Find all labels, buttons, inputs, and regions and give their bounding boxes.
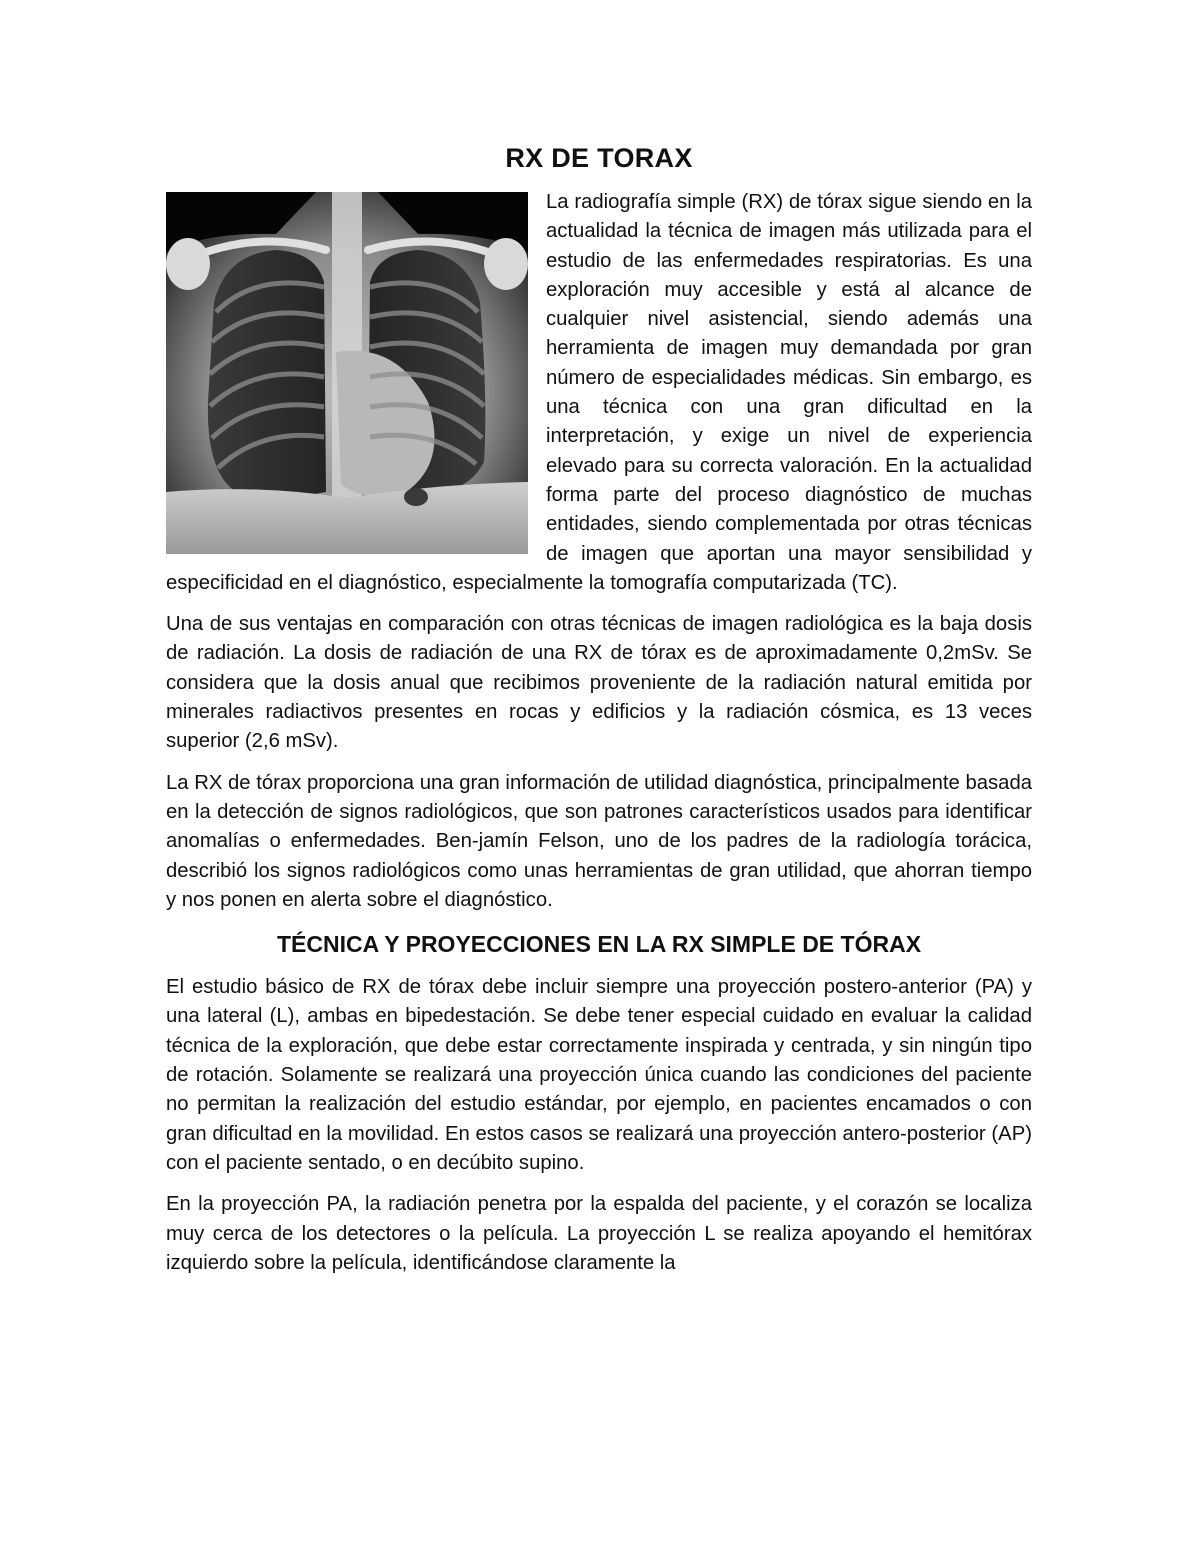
body-paragraph: Una de sus ventajas en comparación con otras técnicas de imagen radiológica es la baja dosis de radiación. La dosis de radiación de una RX de tórax es de aproximadamente 0,2mSv. Se considera que la dosis anual que recibimos proveniente de la radiación natural emitida por minerales radiactivos presentes en rocas y edificios y la radiación cósmica, es 13 veces superior (2,6 mSv).: [166, 613, 1032, 753]
section-paragraph: En la proyección PA, la radiación penetra por la espalda del paciente, y el corazón se localiza muy cerca de los detectores o la película. La proyección L se realiza apoyando el hemitórax izquierdo sobre la película, identificándose claramente la: [166, 1193, 1032, 1274]
body-paragraph: La RX de tórax proporciona una gran información de utilidad diagnóstica, principalmente basada en la detección de signos radiológicos, que son patrones característicos usados para identificar anomalías o enfermedades. Ben-jamín Felson, uno de los padres de la radiología torácica, describió los signos radiológicos como unas herramientas de gran utilidad, que ahorran tiempo y nos ponen en alerta sobre el diagnóstico.: [166, 771, 1032, 911]
page-title: RX DE TORAX: [505, 143, 693, 173]
intro-paragraph: La radiografía simple (RX) de tórax sigue siendo en la actualidad la técnica de imagen más utilizada para el estudio de las enfermedades respiratorias. Es una exploración muy accesible y está al alcance de cualquier nivel asistencial, siendo además una herramienta de imagen muy demandada por gran número de especialidades médicas. Sin embargo, es una técnica con una gran dificultad en la interpretación, y exige un nivel de experiencia elevado para su correcta valoración. En la actualidad forma parte del proceso diagnóstico de muchas entidades, siendo complementada por otras técnicas de imagen que aportan una mayor sensibilidad y especificidad en el diagnóstico, especialmente la tomografía computarizada (TC).: [166, 191, 1032, 594]
chest-xray-image: [166, 192, 528, 554]
section-heading: TÉCNICA Y PROYECCIONES EN LA RX SIMPLE DE TÓRAX: [276, 931, 922, 958]
section-paragraph: El estudio básico de RX de tórax debe incluir siempre una proyección postero-anterior (PA) y una lateral (L), ambas en bipedestación. Se debe tener especial cuidado en evaluar la calidad técnica de la exploración, que debe estar correctamente inspirada y centrada, y sin ningún tipo de rotación. Solamente se realizará una proyección única cuando las condiciones del paciente no permitan la realización del estudio estándar, por ejemplo, en pacientes encamados o con gran dificultad en la movilidad. En estos casos se realizará una proyección antero-posterior (AP) con el paciente sentado, o en decúbito supino.: [166, 976, 1032, 1174]
document-page: [166, 138, 1032, 1290]
